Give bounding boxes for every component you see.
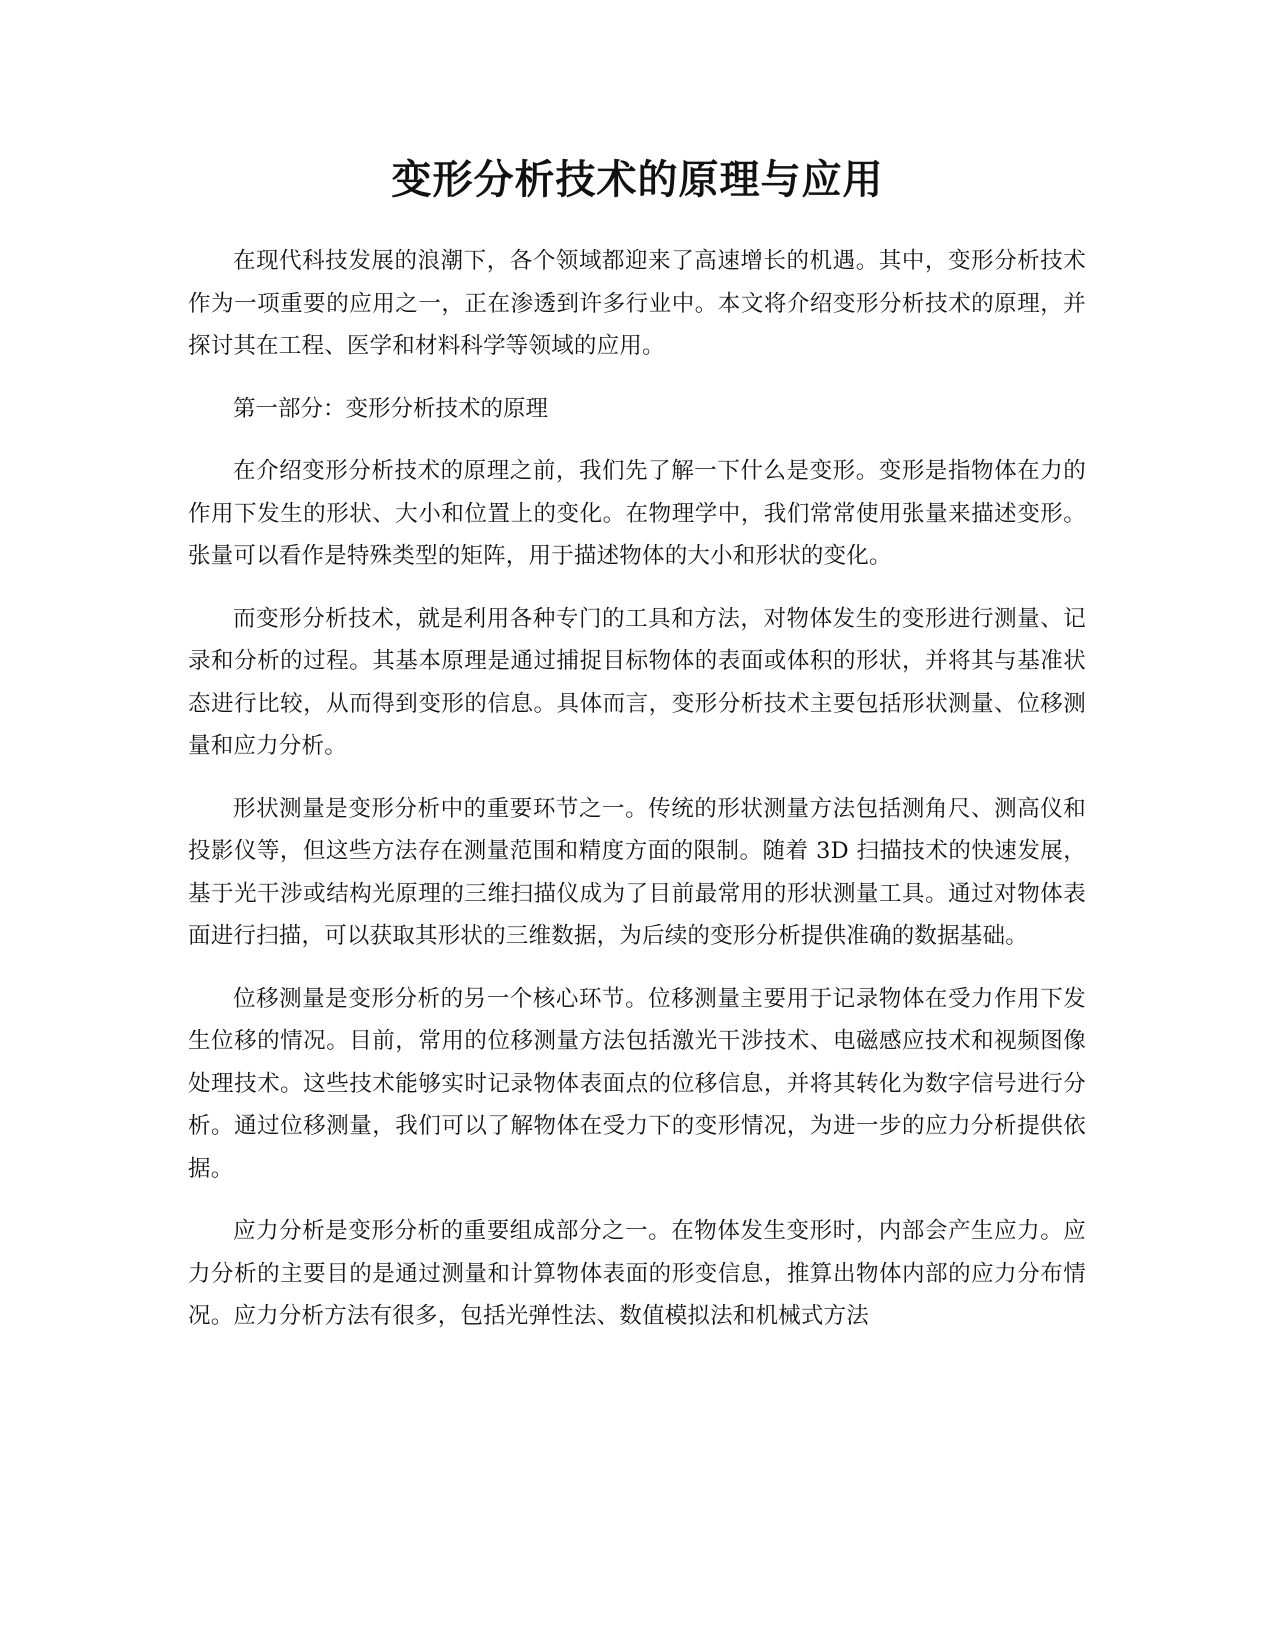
displacement-measurement-paragraph: 位移测量是变形分析的另一个核心环节。位移测量主要用于记录物体在受力作用下发生位移的情况。目前，常用的位移测量方法包括激光干涉技术、电磁感应技术和视频图像处理技术。这些技术能够实时记录物体表面点的位移信息，并将其转化为数字信号进行分析。通过位移测量，我们可以了解物体在受力下的变形情况，为进一步的应力分析提供依据。	[188, 985, 1086, 1182]
document-title: 变形分析技术的原理与应用	[391, 157, 884, 203]
document-body	[188, 240, 1086, 1358]
shape-measurement-paragraph: 形状测量是变形分析中的重要环节之一。传统的形状测量方法包括测角尺、测高仪和投影仪等，但这些方法存在测量范围和精度方面的限制。随着 3D 扫描技术的快速发展，基于光干涉或结构光原理的三维扫描仪成为了目前最常用的形状测量工具。通过对物体表面进行扫描，可以获取其形状的三维数据，为后续的变形分析提供准确的数据基础。	[188, 795, 1086, 949]
intro-paragraph: 在现代科技发展的浪潮下，各个领域都迎来了高速增长的机遇。其中，变形分析技术作为一项重要的应用之一，正在渗透到许多行业中。本文将介绍变形分析技术的原理，并探讨其在工程、医学和材料科学等领域的应用。	[188, 248, 1086, 359]
section-heading-part-one: 第一部分：变形分析技术的原理	[233, 395, 549, 422]
deformation-definition-paragraph: 在介绍变形分析技术的原理之前，我们先了解一下什么是变形。变形是指物体在力的作用下发生的形状、大小和位置上的变化。在物理学中，我们常常使用张量来描述变形。张量可以看作是特殊类型的矩阵，用于描述物体的大小和形状的变化。	[188, 458, 1086, 569]
technique-principle-paragraph: 而变形分析技术，就是利用各种专门的工具和方法，对物体发生的变形进行测量、记录和分析的过程。其基本原理是通过捕捉目标物体的表面或体积的形状，并将其与基准状态进行比较，从而得到变形的信息。具体而言，变形分析技术主要包括形状测量、位移测量和应力分析。	[188, 605, 1086, 759]
stress-analysis-paragraph: 应力分析是变形分析的重要组成部分之一。在物体发生变形时，内部会产生应力。应力分析的主要目的是通过测量和计算物体表面的形变信息，推算出物体内部的应力分布情况。应力分析方法有很多，包括光弹性法、数值模拟法和机械式方法	[188, 1218, 1086, 1329]
